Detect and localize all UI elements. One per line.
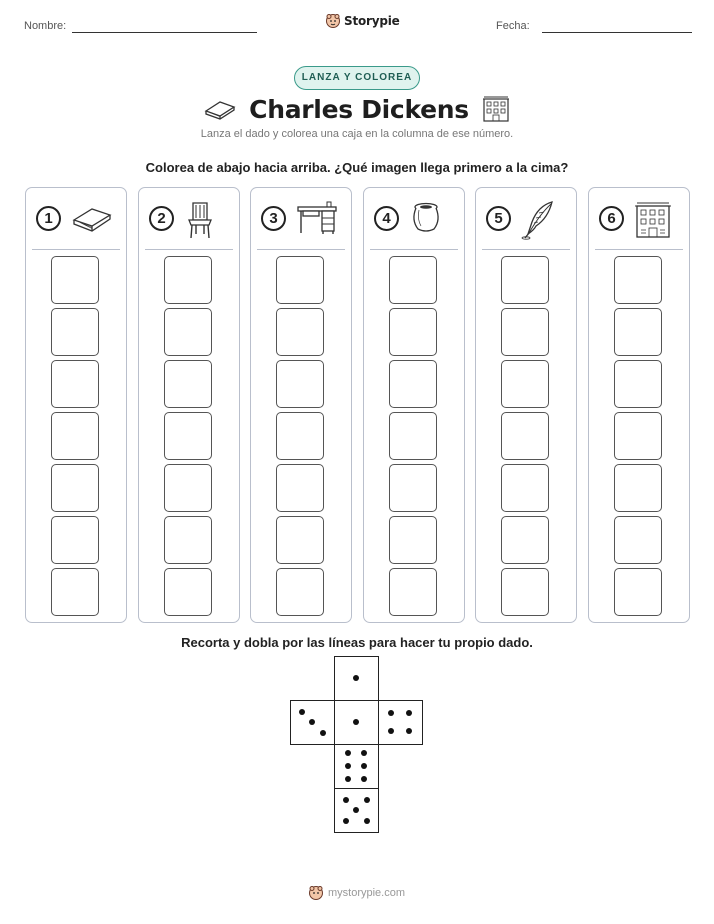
column-header	[476, 199, 576, 239]
color-box[interactable]	[164, 464, 212, 512]
pie-mascot-icon	[308, 885, 324, 901]
color-box[interactable]	[276, 256, 324, 304]
color-box[interactable]	[501, 516, 549, 564]
column-5	[475, 187, 577, 623]
color-box[interactable]	[51, 412, 99, 460]
color-box[interactable]	[389, 256, 437, 304]
die-pip	[361, 763, 367, 769]
color-box[interactable]	[389, 360, 437, 408]
pie-mascot-icon	[325, 13, 341, 29]
die-face-1	[334, 700, 379, 745]
color-box[interactable]	[614, 464, 662, 512]
column-number: 2	[149, 206, 174, 231]
color-box[interactable]	[389, 516, 437, 564]
die-face-4	[378, 700, 423, 745]
color-box[interactable]	[276, 568, 324, 616]
die-pip	[364, 797, 370, 803]
instruction-cut: Recorta y dobla por las líneas para hacer tu propio dado.	[181, 635, 533, 650]
building-icon	[481, 94, 511, 124]
color-box[interactable]	[389, 412, 437, 460]
inkpot-icon	[408, 200, 444, 239]
color-box[interactable]	[614, 568, 662, 616]
book-icon	[203, 98, 237, 120]
die-pip	[361, 750, 367, 756]
die-pip	[343, 797, 349, 803]
color-box[interactable]	[501, 412, 549, 460]
die-pip	[361, 776, 367, 782]
die-pip	[345, 776, 351, 782]
color-box[interactable]	[614, 308, 662, 356]
die-pip	[353, 675, 359, 681]
die-face-3	[290, 700, 335, 745]
column-number: 3	[261, 206, 286, 231]
column-3	[250, 187, 352, 623]
color-box[interactable]	[164, 568, 212, 616]
column-number: 1	[36, 206, 61, 231]
color-box[interactable]	[51, 516, 99, 564]
column-header	[364, 199, 464, 239]
column-divider	[482, 249, 570, 250]
date-label: Fecha:	[496, 20, 530, 32]
column-header	[26, 199, 126, 239]
die-pip	[388, 710, 394, 716]
color-box[interactable]	[501, 360, 549, 408]
color-box[interactable]	[501, 256, 549, 304]
footer-url: mystorypie.com	[328, 887, 406, 899]
column-header	[251, 199, 351, 239]
color-box[interactable]	[501, 464, 549, 512]
quill-icon	[520, 200, 556, 245]
color-box[interactable]	[51, 308, 99, 356]
color-box[interactable]	[501, 568, 549, 616]
color-box[interactable]	[276, 308, 324, 356]
die-pip	[353, 719, 359, 725]
color-box[interactable]	[164, 360, 212, 408]
color-box[interactable]	[51, 256, 99, 304]
color-box[interactable]	[276, 412, 324, 460]
die-pip	[345, 763, 351, 769]
die-pip	[388, 728, 394, 734]
color-box[interactable]	[51, 568, 99, 616]
die-pip	[406, 710, 412, 716]
column-2	[138, 187, 240, 623]
color-box[interactable]	[389, 464, 437, 512]
die-face-1	[334, 656, 379, 701]
color-box[interactable]	[614, 516, 662, 564]
die-pip	[299, 709, 305, 715]
color-box[interactable]	[276, 360, 324, 408]
activity-badge: LANZA Y COLOREA	[294, 66, 420, 90]
column-4	[363, 187, 465, 623]
column-number: 4	[374, 206, 399, 231]
footer	[308, 885, 405, 901]
book-icon	[70, 200, 114, 239]
date-field[interactable]	[542, 32, 692, 33]
die-pip	[364, 818, 370, 824]
column-divider	[257, 249, 345, 250]
page-title: Charles Dickens	[249, 94, 469, 124]
color-box[interactable]	[614, 256, 662, 304]
color-box[interactable]	[276, 516, 324, 564]
color-box[interactable]	[614, 360, 662, 408]
instruction-color: Colorea de abajo hacia arriba. ¿Qué imagen llega primero a la cima?	[145, 160, 569, 175]
die-face-6	[334, 744, 379, 789]
column-divider	[595, 249, 683, 250]
brand-name: Storypie	[344, 14, 400, 28]
name-field[interactable]	[72, 32, 257, 33]
name-label: Nombre:	[24, 20, 67, 32]
column-1	[25, 187, 127, 623]
color-box[interactable]	[389, 568, 437, 616]
color-box[interactable]	[51, 360, 99, 408]
subtitle: Lanza el dado y colorea una caja en la columna de ese número.	[200, 128, 514, 140]
color-box[interactable]	[51, 464, 99, 512]
desk-icon	[295, 200, 339, 241]
color-box[interactable]	[164, 412, 212, 460]
color-box[interactable]	[164, 516, 212, 564]
color-box[interactable]	[501, 308, 549, 356]
die-pip	[343, 818, 349, 824]
column-number: 5	[486, 206, 511, 231]
color-box[interactable]	[276, 464, 324, 512]
column-header	[589, 199, 689, 239]
color-box[interactable]	[164, 256, 212, 304]
die-pip	[406, 728, 412, 734]
chair-icon	[183, 200, 217, 245]
color-box[interactable]	[614, 412, 662, 460]
die-pip	[309, 719, 315, 725]
die-pip	[345, 750, 351, 756]
title-row	[0, 90, 714, 128]
column-divider	[32, 249, 120, 250]
color-box[interactable]	[164, 308, 212, 356]
column-number: 6	[599, 206, 624, 231]
building-icon	[633, 200, 673, 245]
column-divider	[370, 249, 458, 250]
column-header	[139, 199, 239, 239]
die-face-5	[334, 788, 379, 833]
brand-logo	[325, 13, 400, 29]
column-6	[588, 187, 690, 623]
color-box[interactable]	[389, 308, 437, 356]
die-pip	[320, 730, 326, 736]
die-pip	[353, 807, 359, 813]
column-divider	[145, 249, 233, 250]
